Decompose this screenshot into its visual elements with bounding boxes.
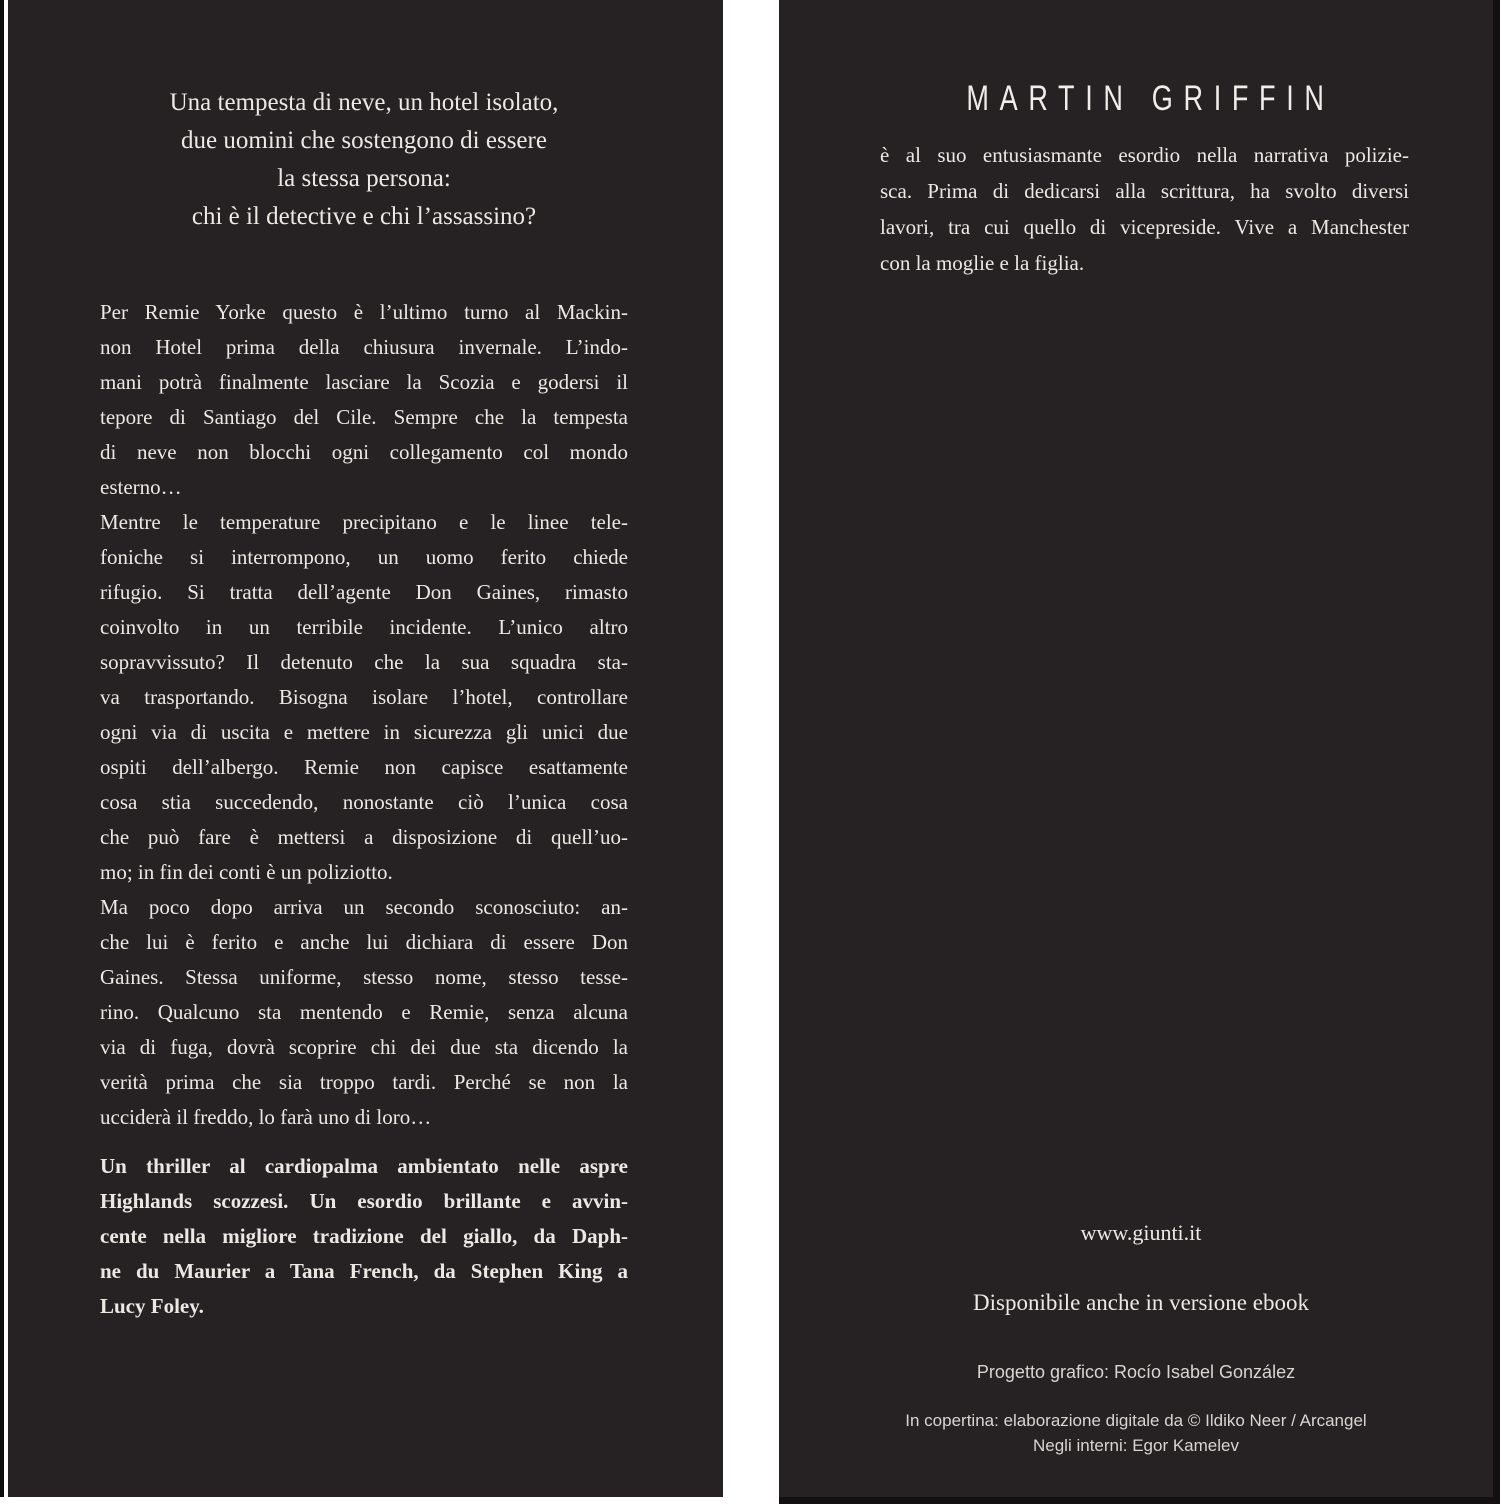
text-line: mo; in fin dei conti è un poliziotto. — [100, 860, 393, 884]
publisher-website: www.giunti.it — [1080, 1220, 1202, 1245]
text-line: Ma poco dopo arriva un secondo sconosciuto: an- — [100, 895, 628, 919]
text-line: cente nella migliore tradizione del giallo, da Daph- — [100, 1224, 628, 1248]
text-line: di neve non blocchi ogni collegamento col mondo — [100, 440, 628, 464]
text-line: Un thriller al cardiopalma ambientato nelle aspre — [100, 1154, 628, 1178]
text-line: ogni via di uscita e mettere in sicurezza gli unici due — [100, 720, 628, 744]
text-line: ospiti dell’albergo. Remie non capisce esattamente — [100, 755, 628, 779]
credits-block — [839, 1362, 1433, 1458]
text-line: ucciderà il freddo, lo farà uno di loro… — [100, 1105, 432, 1129]
text-line: due uomini che sostengono di essere — [181, 127, 547, 154]
synopsis-paragraph — [100, 295, 628, 505]
text-line: lavori, tra cui quello di vicepreside. Vive a Manchester — [880, 215, 1409, 239]
text-line: Mentre le temperature precipitano e le linee tele- — [100, 510, 628, 534]
text-line: va trasportando. Bisogna isolare l’hotel, controllare — [100, 685, 628, 709]
author-name: MARTIN GRIFFIN — [966, 78, 1336, 118]
text-line: rino. Qualcuno sta mentendo e Remie, senza alcuna — [100, 1000, 628, 1024]
text-line: tepore di Santiago del Cile. Sempre che la tempesta — [100, 405, 628, 429]
text-line: verità prima che sia troppo tardi. Perché se non la — [100, 1070, 628, 1094]
text-line: con la moglie e la figlia. — [880, 251, 1085, 275]
text-line: Per Remie Yorke questo è l’ultimo turno al Mackin- — [100, 300, 628, 324]
text-line: Gaines. Stessa uniforme, stesso nome, stesso tesse- — [100, 965, 628, 989]
ebook-availability-note: Disponibile anche in versione ebook — [973, 1290, 1309, 1315]
spine-edge-strip — [0, 0, 4, 1497]
text-line: coinvolto in un terribile incidente. L’unico altro — [100, 615, 628, 639]
text-line: che lui è ferito e anche lui dichiara di essere Don — [100, 930, 628, 954]
synopsis — [100, 295, 628, 1135]
text-line: via di fuga, dovrà scoprire chi dei due sta dicendo la — [100, 1035, 628, 1059]
text-line: cosa stia succedendo, nonostante ciò l’unica cosa — [100, 790, 628, 814]
synopsis-paragraph — [100, 890, 628, 1135]
synopsis-paragraph — [100, 505, 628, 890]
text-line: rifugio. Si tratta dell’agente Don Gaines, rimasto — [100, 580, 628, 604]
text-line: ne du Maurier a Tana French, da Stephen King a — [100, 1259, 628, 1283]
author-name-wrap — [880, 78, 1409, 124]
text-line: Highlands scozzesi. Un esordio brillante e avvin- — [100, 1189, 628, 1213]
text-line: chi è il detective e chi l’assassino? — [191, 203, 537, 230]
text-line: Lucy Foley. — [100, 1294, 204, 1318]
text-line: foniche si interrompono, un uomo ferito chiede — [100, 545, 628, 569]
front-flap-panel — [8, 0, 723, 1497]
highlight-blurb — [100, 1149, 628, 1324]
credit-interior-image: Negli interni: Egor Kamelev — [1033, 1436, 1239, 1455]
text-line: esterno… — [100, 475, 182, 499]
back-flap-panel — [779, 0, 1500, 1504]
text-line: non Hotel prima della chiusura invernale. L’indo- — [100, 335, 628, 359]
text-line: sopravvissuto? Il detenuto che la sua squadra sta- — [100, 650, 628, 674]
author-bio — [880, 137, 1409, 281]
text-line: sca. Prima di dedicarsi alla scrittura, ha svolto diversi — [880, 179, 1409, 203]
tagline — [100, 84, 628, 236]
text-line: che può fare è mettersi a disposizione di quell’uo- — [100, 825, 628, 849]
credit-graphic-design: Progetto grafico: Rocío Isabel González — [976, 1362, 1296, 1382]
text-line: è al suo entusiasmante esordio nella narrativa polizie- — [880, 143, 1409, 167]
text-line: mani potrà finalmente lasciare la Scozia e godersi il — [100, 370, 628, 394]
credit-cover-image: In copertina: elaborazione digitale da © Ildiko Neer / Arcangel — [905, 1411, 1367, 1430]
text-line: Una tempesta di neve, un hotel isolato, — [169, 89, 559, 116]
text-line: la stessa persona: — [277, 165, 451, 192]
